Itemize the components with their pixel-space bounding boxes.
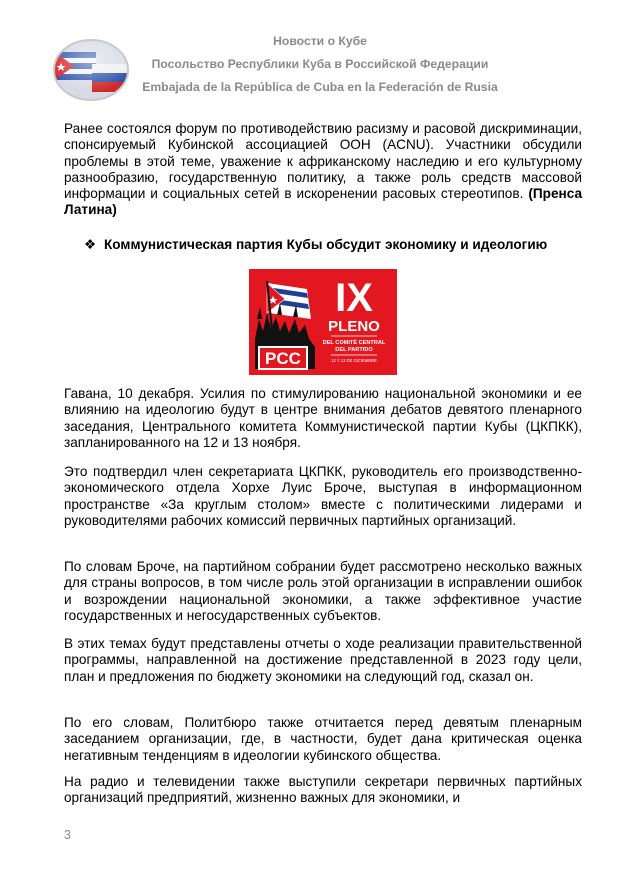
article-paragraph-3 [64, 559, 582, 624]
article-headline-text: Коммунистическая партия Кубы обсудит экономику и идеологию [104, 237, 548, 252]
poster-emblem-text: PCC [265, 349, 301, 368]
article-paragraph-text: На радио и телевидении также выступили секретари первичных партийных организаций предприятий, жизненно важных для экономики, и [64, 774, 582, 806]
article-paragraph-2 [64, 464, 582, 529]
header-embassy-ru: Посольство Республики Куба в Российской Федерации [151, 57, 489, 71]
poster-subtitle-2: DEL PARTIDO [335, 347, 373, 353]
header-title: Новости о Кубе [273, 34, 367, 48]
poster-numeral: IX [335, 276, 373, 320]
poster-date: 12 Y 13 DE DICIEMBRE [331, 358, 377, 363]
article-paragraph-5 [64, 715, 582, 764]
article-paragraph-text: Это подтвердил член секретариата ЦКПКК, руководитель его производственно-экономического отдела Хорхе Луис Броче, выступая в информационном пространстве «За круглым столом» вместе с политическими лидерами и руководителями рабочих комиссий первичных партийных организаций. [64, 464, 582, 528]
article-headline [84, 236, 582, 253]
diamond-bullet-icon: ❖ [84, 237, 97, 252]
poster-subtitle-1: DEL COMITÉ CENTRAL [322, 340, 386, 346]
pleno-poster-image [249, 269, 397, 375]
header-embassy-es: Embajada de la República de Cuba en la Federación de Rusia [142, 80, 498, 94]
intro-text: Ранее состоялся форум по противодействию расизму и расовой дискриминации, спонсируемый Кубинской ассоциацией ООН (ACNU). Участники обсудили проблемы в этой теме, уважение к африканскому наследию и его культурному разнообразию, государственную политику, а также роль средств массовой информации и социальных сетей в искоренении расовых стереотипов. [64, 121, 582, 202]
intro-source: (Пренса Латина) [64, 186, 583, 218]
poster-title: PLENO [328, 318, 380, 335]
article-paragraph-6 [64, 774, 582, 807]
intro-paragraph [64, 121, 582, 219]
article-paragraph-text: По его словам, Политбюро также отчитается перед девятым пленарным заседанием организации, где, в частности, будет дана критическая оценка негативным тенденциям в идеологии кубинского общества. [64, 715, 582, 763]
embassy-logo [52, 38, 130, 102]
article-paragraph-text: Гавана, 10 декабря. Усилия по стимулированию национальной экономики и ее влиянию на идеологию будут в центре внимания дебатов девятого пленарного заседания, Центрального комитета Коммунистической партии Кубы (ЦКПКК), запланированного на 12 и 13 ноября. [64, 386, 582, 450]
page-number: 3 [64, 828, 71, 842]
article-paragraph-text: По словам Броче, на партийном собрании будет рассмотрено несколько важных для страны вопросов, в том числе роль этой организации в исправлении ошибок и возрождении национальной экономики, а также эффективное участие государственных и негосударственных субъектов. [64, 559, 582, 623]
article-paragraph-4 [64, 636, 582, 685]
article-paragraph-text: В этих темах будут представлены отчеты о ходе реализации правительственной программы, направленной на достижение представленной в 2023 году цели, план и предложения по бюджету экономики на следующий год, сказал он. [64, 636, 582, 684]
article-paragraph-1 [64, 386, 582, 451]
